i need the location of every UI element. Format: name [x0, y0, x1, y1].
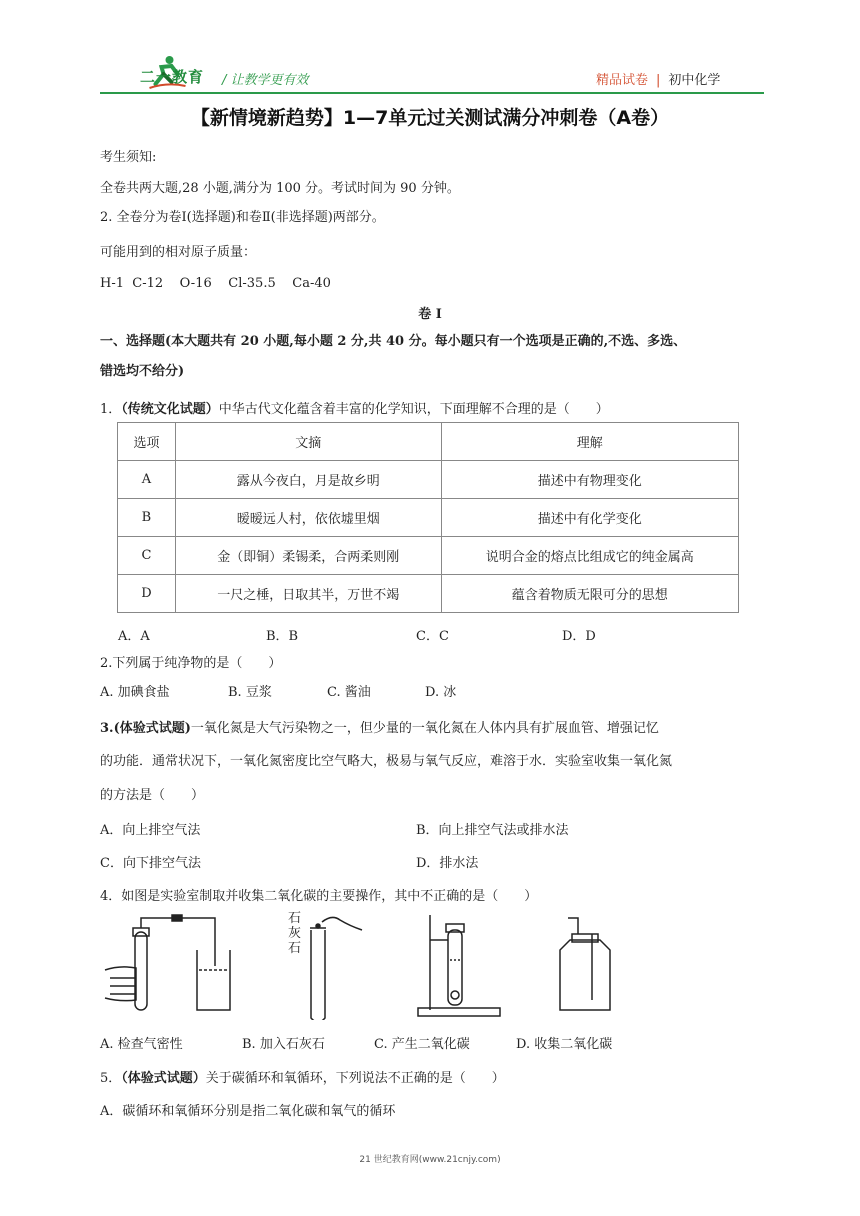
table-cell: 描述中有化学变化 [441, 499, 739, 537]
notice-line-2: 2. 全卷分为卷Ⅰ(选择题)和卷Ⅱ(非选择题)两部分。 [100, 210, 385, 225]
section-title: 卷 Ⅰ [418, 307, 442, 322]
q2-option-d: D. 冰 [425, 685, 457, 700]
q2-option-c: C. 酱油 [327, 685, 371, 700]
q2-option-a: A. 加碘食盐 [100, 685, 170, 700]
q4-figures [100, 910, 660, 1020]
figure-b-label-1: 石 [288, 911, 302, 926]
q1-option-d: D．D [562, 629, 596, 644]
question-4-stem: 4．如图是实验室制取并收集二氧化碳的主要操作，其中不正确的是（ ） [100, 889, 538, 904]
header-divider [100, 92, 764, 94]
figure-c-produce-co2-icon [418, 915, 500, 1016]
table-cell: 金（即铜）柔锡柔，合两柔则刚 [175, 537, 441, 575]
table-header-cell: 理解 [441, 423, 739, 461]
table-header-cell: 选项 [118, 423, 176, 461]
table-cell: 一尺之棰，日取其半，万世不竭 [175, 575, 441, 613]
table-cell: 描述中有物理变化 [441, 461, 739, 499]
figure-b-label-3: 石 [288, 941, 302, 956]
question-2-stem: 2.下列属于纯净物的是（ ） [100, 656, 282, 671]
question-1-stem [100, 398, 609, 417]
figure-d-collect-co2-icon [560, 918, 610, 1010]
table-cell: 暧暧远人村，依依墟里烟 [175, 499, 441, 537]
section-heading-line-1: 一、选择题(本大题共有 20 小题,每小题 2 分,共 40 分。每小题只有一个选项是正确的,不选、多选、 [100, 334, 687, 349]
q5-tag: （体验式试题） [121, 1071, 206, 1086]
q3-option-b: B．向上排空气法或排水法 [416, 823, 569, 838]
q1-text: 中华古代文化蕴含着丰富的化学知识，下面理解不合理的是（ ） [218, 402, 609, 417]
mass-label: 可能用到的相对原子质量： [100, 245, 257, 260]
header-separator: | [656, 73, 661, 88]
q1-option-c: C．C [416, 629, 449, 644]
table-row [118, 499, 739, 537]
table-header-cell: 文摘 [175, 423, 441, 461]
q3-option-c: C．向下排空气法 [100, 856, 201, 871]
question-1-table [117, 422, 739, 613]
q4-option-d: D. 收集二氧化碳 [516, 1037, 613, 1052]
page-title: 【新情境新趋势】1—7单元过关测试满分冲刺卷（A卷） [190, 107, 670, 129]
q5-text: 关于碳循环和氧循环，下列说法不正确的是（ ） [205, 1071, 505, 1086]
atomic-masses: H-1 C-12 O-16 Cl-35.5 Ca-40 [100, 276, 331, 291]
header-tag: 精品试卷 [596, 73, 649, 88]
table-cell: 说明合金的熔点比组成它的纯金属高 [441, 537, 739, 575]
figure-b-add-limestone-icon [310, 917, 362, 1020]
table-row [118, 461, 739, 499]
q3-option-d: D．排水法 [416, 856, 479, 871]
q1-number: 1． [100, 402, 122, 417]
q2-option-b: B. 豆浆 [228, 685, 272, 700]
table-header-row [118, 423, 739, 461]
table-cell: A [118, 461, 176, 499]
table-cell: B [118, 499, 176, 537]
section-heading-line-2: 错选均不给分) [100, 364, 185, 379]
header-right [596, 69, 720, 88]
q4-option-a: A. 检查气密性 [100, 1037, 183, 1052]
q5-number: 5． [100, 1071, 122, 1086]
q4-option-c: C. 产生二氧化碳 [374, 1037, 470, 1052]
q3-text: 一氧化氮是大气污染物之一，但少量的一氧化氮在人体内具有扩展血管、增强记忆 [190, 721, 659, 736]
question-3-line-1 [100, 717, 659, 736]
q3-option-a: A．向上排空气法 [100, 823, 201, 838]
q1-option-a: A．A [118, 629, 150, 644]
brand-name: 二一教育 [140, 68, 205, 86]
question-3-line-3: 的方法是（ ） [100, 788, 205, 803]
brand-slogan: / 让教学更有效 [222, 73, 309, 88]
question-3-line-2: 的功能．通常状况下，一氧化氮密度比空气略大，极易与氧气反应，难溶于水．实验室收集一氧化氮 [100, 754, 673, 769]
table-cell: 露从今夜白，月是故乡明 [175, 461, 441, 499]
table-cell: 蕴含着物质无限可分的思想 [441, 575, 739, 613]
table-row [118, 537, 739, 575]
table-row [118, 575, 739, 613]
header-subject: 初中化学 [668, 73, 721, 88]
q3-tag: 3.(体验式试题) [100, 721, 191, 736]
figure-b-label-2: 灰 [288, 926, 302, 941]
notice-line-1: 全卷共两大题,28 小题,满分为 100 分。考试时间为 90 分钟。 [100, 181, 460, 196]
q1-tag: （传统文化试题） [121, 402, 219, 417]
figure-a-airtightness-icon [105, 915, 230, 1010]
page-footer: 21 世纪教育网(www.21cnjy.com) [359, 1155, 501, 1165]
q5-option-a: A．碳循环和氧循环分别是指二氧化碳和氧气的循环 [100, 1104, 396, 1119]
table-cell: D [118, 575, 176, 613]
q1-option-b: B．B [266, 629, 299, 644]
q4-option-b: B. 加入石灰石 [242, 1037, 325, 1052]
question-5-stem [100, 1067, 505, 1086]
notice-label: 考生须知: [100, 150, 157, 165]
table-cell: C [118, 537, 176, 575]
